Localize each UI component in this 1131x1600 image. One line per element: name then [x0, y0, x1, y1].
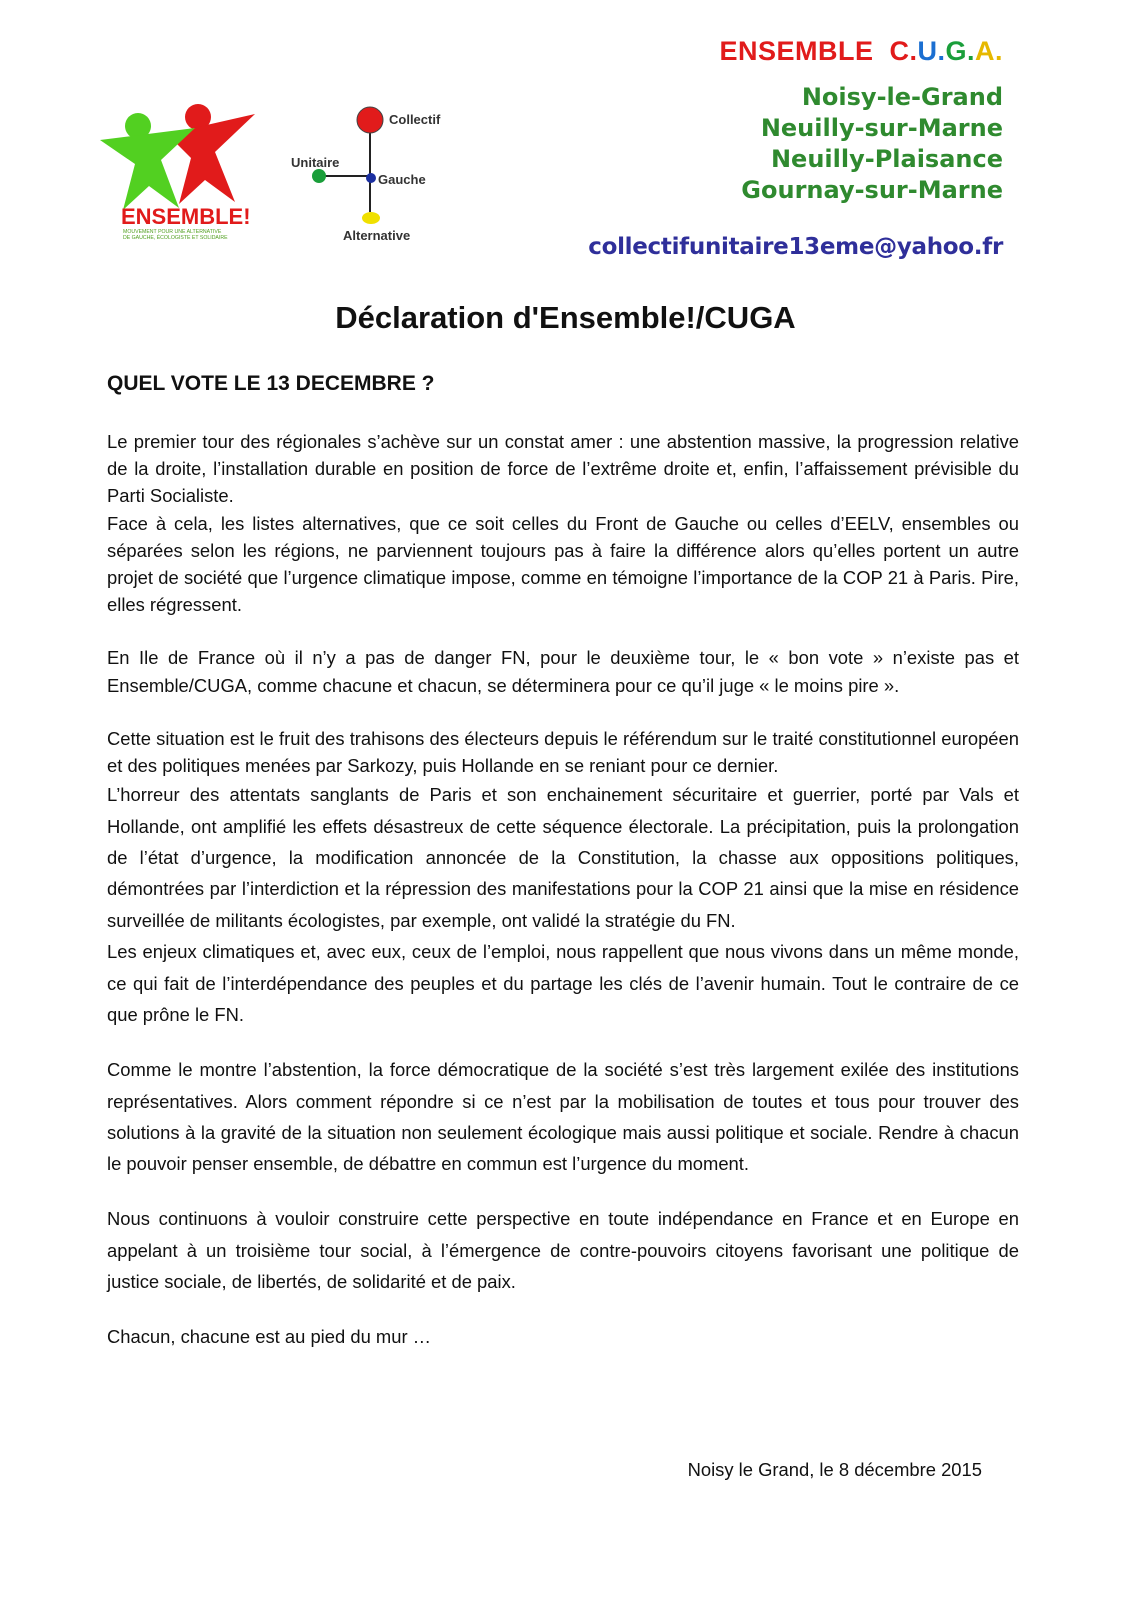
town-item: Noisy-le-Grand — [801, 83, 1003, 111]
paragraph: Face à cela, les listes alternatives, que ce soit celles du Front de Gauche ou celles d’EELV, ensembles ou séparées selon les régions, ne parviennent toujours pas à faire la différence alors qu’elles portent un autre projet de société que l’urgence climatique impose, comme en témoigne l’importance de la COP 21 à Paris. Pire, elles régressent. — [107, 512, 1019, 616]
ensemble-tagline-2: DE GAUCHE, ÉCOLOGISTE ET SOLIDAIRE — [123, 235, 228, 241]
brand-cuga-u: U. — [917, 36, 946, 66]
paragraph: Comme le montre l’abstention, la force démocratique de la société s’est très largement exilée des institutions représentatives. Alors comment répondre si ce n’est par la mobilisation de toutes et tous pour trouver des solutions à la gravité de la situation non seulement écologique mais aussi politique et sociale. Rendre à chacun le pouvoir penser ensemble, de débattre en commun est l’urgence du moment. — [107, 1059, 1019, 1175]
brand-cuga-c: C. — [889, 36, 918, 66]
cuga-gauche-label: Gauche — [378, 172, 426, 187]
paragraph: Cette situation est le fruit des trahisons des électeurs depuis le référendum sur le traité constitutionnel européen et des politiques menées par Sarkozy, puis Hollande en se reniant pour ce dernier. — [107, 727, 1019, 777]
paragraph: Nous continuons à vouloir construire cette perspective en toute indépendance en France et en Europe en appelant à un troisième tour social, à l’émergence de contre-pouvoirs citoyens favorisant une politique de justice sociale, de libertés, de solidarité et de paix. — [107, 1208, 1019, 1292]
brand-cuga-a: A. — [975, 36, 1003, 66]
paragraph: L’horreur des attentats sanglants de Paris et son enchainement sécuritaire et guerrier, porté par Vals et Hollande, ont amplifié les effets désastreux de cette séquence électorale. La précipitation, puis la prolongation de l’état d’urgence, la modification annoncée de la Constitution, la chasse aux oppositions politiques, démontrées par l’interdiction et la répression des manifestations pour la COP 21 ainsi que la mise en résidence surveillée de militants écologistes, par exemple, ont validé la stratégie du FN. — [107, 784, 1019, 931]
ensemble-tagline-1: MOUVEMENT POUR UNE ALTERNATIVE — [123, 229, 222, 235]
brand-heading — [719, 36, 1003, 67]
document-body — [107, 428, 1019, 1350]
town-item: Neuilly-Plaisance — [770, 145, 1003, 173]
ensemble-figures-icon — [95, 100, 260, 245]
paragraph: Chacun, chacune est au pied du mur … — [107, 1325, 432, 1347]
town-item: Gournay-sur-Marne — [741, 176, 1003, 204]
signature-line: Noisy le Grand, le 8 décembre 2015 — [687, 1459, 982, 1480]
towns-list — [741, 82, 1003, 206]
contact-email[interactable]: collectifunitaire13eme@yahoo.fr — [588, 234, 1003, 260]
brand-ensemble: ENSEMBLE — [719, 36, 874, 66]
document-title: Déclaration d'Ensemble!/CUGA — [335, 300, 796, 335]
paragraph: Les enjeux climatiques et, avec eux, ceux de l’emploi, nous rappellent que nous vivons dans un même monde, ce qui fait de l’interdépendance des peuples et du partage les clés de l’avenir humain. Tout le contraire de ce que prône le FN. — [107, 941, 1019, 1026]
ensemble-wordmark: ENSEMBLE! — [121, 204, 251, 229]
brand-cuga-g: G. — [945, 36, 975, 66]
cuga-logo — [285, 100, 445, 250]
paragraph: En Ile de France où il n’y a pas de danger FN, pour le deuxième tour, le « bon vote » n’existe pas et Ensemble/CUGA, comme chacune et chacun, se déterminera pour ce qu’il juge « le moins pire ». — [107, 647, 1019, 696]
town-item: Neuilly-sur-Marne — [760, 114, 1003, 142]
cuga-unitaire-label: Unitaire — [291, 155, 340, 170]
document-subtitle: QUEL VOTE LE 13 DECEMBRE ? — [107, 372, 435, 395]
cuga-collectif-label: Collectif — [389, 112, 441, 127]
cuga-alternative-label: Alternative — [343, 228, 411, 243]
ensemble-logo — [95, 100, 260, 245]
paragraph: Le premier tour des régionales s’achève sur un constat amer : une abstention massive, la progression relative de la droite, l’installation durable en position de force de l’extrême droite et, enfin, l’affaissement prévisible du Parti Socialiste. — [107, 431, 1019, 507]
